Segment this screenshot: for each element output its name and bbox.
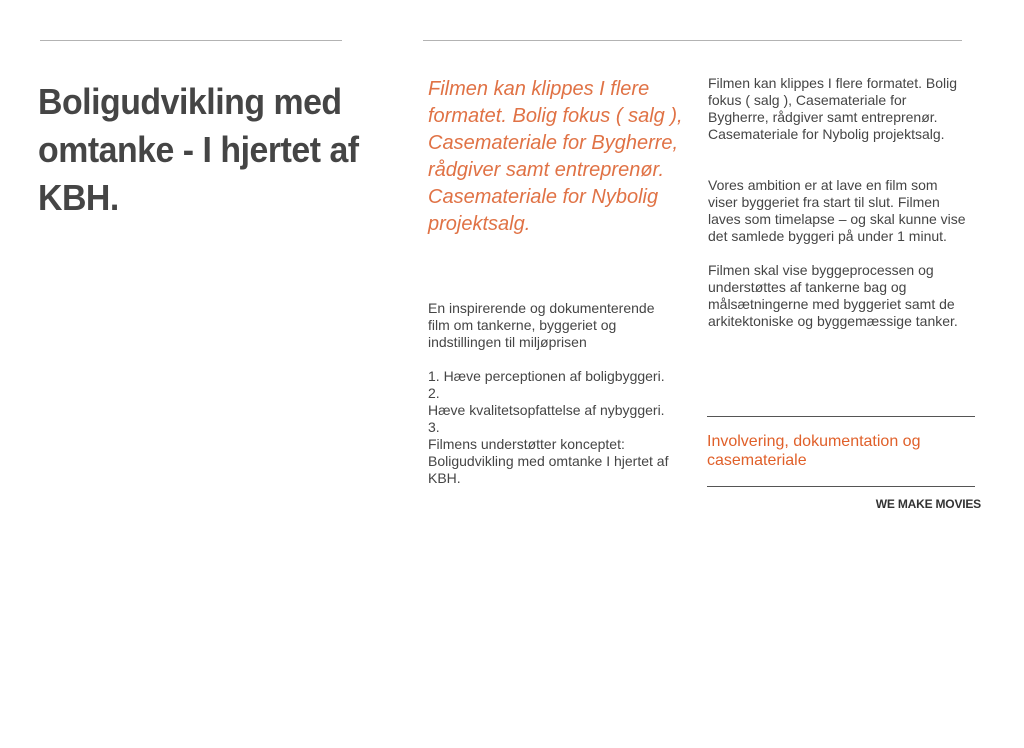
page-title: Boligudvikling med omtanke - I hjertet af KBH. [38,81,359,218]
right-column-body: Filmen kan klippes I flere formatet. Bolig fokus ( salg ), Casemateriale for Bygherre, rådgiver samt entreprenør. Casemateriale for Nybolig projektsalg. Vores ambition er at lave en film som viser byggeriet fra start til slut. Filmen laves som timelapse – og skal kunne vise det samlede byggeri på under 1 minut. Filmen skal vise byggeprocessen og understøttes af tankerne bag og målsætningerne med byggeriet samt de arkitektoniske og byggemæssige tanker. [708,75,966,329]
highlight-divider-bottom [707,486,975,487]
top-divider-left [40,40,342,41]
lead-paragraph: Filmen kan klippes I flere formatet. Bolig fokus ( salg ), Casemateriale for Bygherre, rådgiver samt entreprenør. Casemateriale for Nybolig projektsalg. [428,78,683,235]
brand-tagline: WE MAKE MOVIES [875,497,981,511]
middle-column-body: En inspirerende og dokumenterende film om tankerne, byggeriet og indstillingen til miljøprisen 1. Hæve perceptionen af boligbyggeri. 2. Hæve kvalitetsopfattelse af nybyggeri. 3. Filmens understøtter konceptet: Boligudvikling med omtanke I hjertet af KBH. [428,300,669,486]
highlight-text: Involvering, dokumentation og casemateriale [707,433,921,469]
highlight-divider-top [707,416,975,417]
top-divider-right [423,40,962,41]
